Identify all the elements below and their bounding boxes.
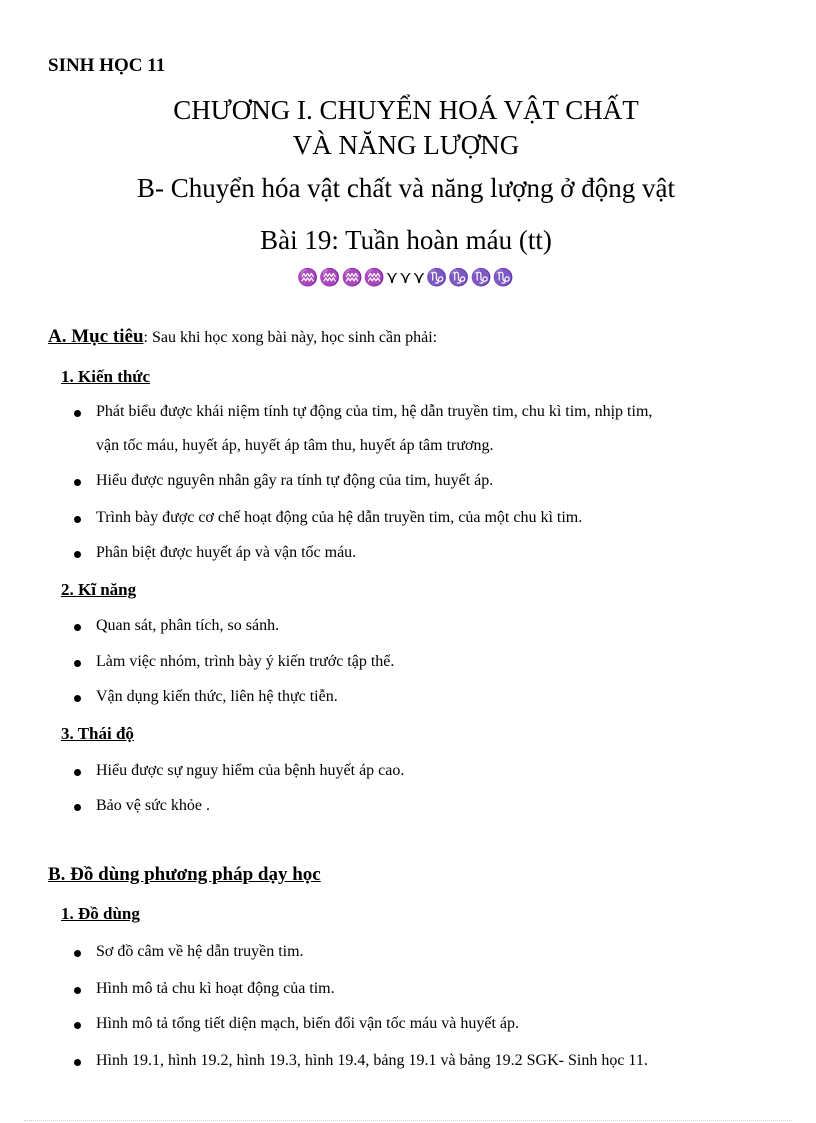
part-title: B- Chuyển hóa vật chất và năng lượng ở động vật [136, 173, 676, 203]
bullet-icon [74, 695, 81, 702]
bullet-icon [74, 479, 81, 486]
bullet-icon [74, 987, 81, 994]
subsection-attitude-title: 3. Thái độ [61, 724, 134, 743]
chapter-title-line2: VÀ NĂNG LƯỢNG [292, 130, 520, 160]
list-item: Phát biểu được khái niệm tính tự động của tim, hệ dẫn truyền tim, chu kì tim, nhịp tim, [96, 403, 653, 420]
list-item: Trình bày được cơ chế hoạt động của hệ dẫn truyền tim, của một chu kì tim. [96, 509, 583, 526]
bullet-icon [74, 1059, 81, 1066]
bullet-icon [74, 804, 81, 811]
list-item: Hiểu được nguyên nhân gây ra tính tự động của tim, huyết áp. [96, 472, 494, 489]
subsection-knowledge-title: 1. Kiến thức [61, 367, 151, 386]
list-item: Sơ đồ câm về hệ dẫn truyền tim. [96, 943, 304, 960]
section-a-heading [48, 326, 437, 348]
list-item: Làm việc nhóm, trình bày ý kiến trước tập thể. [96, 653, 395, 670]
bullet-icon [74, 516, 81, 523]
list-item: Hiểu được sự nguy hiểm của bệnh huyết áp cao. [96, 762, 405, 779]
subject-title: SINH HỌC 11 [48, 55, 166, 76]
section-a-intro: : Sau khi học xong bài này, học sinh cần phải: [143, 329, 438, 346]
list-item: Hình mô tả tổng tiết diện mạch, biến đổi vận tốc máu và huyết áp. [96, 1015, 520, 1032]
bullet-icon [74, 1022, 81, 1029]
bullet-icon [74, 551, 81, 558]
subsection-skills-title: 2. Kĩ năng [61, 580, 137, 599]
section-b-title: B. Đồ dùng phương pháp dạy học [48, 864, 321, 885]
list-item: Hình mô tả chu kì hoạt động của tim. [96, 980, 335, 997]
ornament-divider: ♒♒♒♒⋎⋎⋎♑♑♑♑ [297, 268, 515, 287]
list-item: Bảo vệ sức khỏe . [96, 797, 210, 814]
bullet-icon [74, 950, 81, 957]
bullet-icon [74, 624, 81, 631]
bullet-icon [74, 660, 81, 667]
list-item: Phân biệt được huyết áp và vận tốc máu. [96, 544, 357, 561]
list-item: Hình 19.1, hình 19.2, hình 19.3, hình 19.4, bảng 19.1 và bảng 19.2 SGK- Sinh học 11. [96, 1052, 648, 1069]
list-item: Quan sát, phân tích, so sánh. [96, 617, 280, 634]
bullet-icon [74, 410, 81, 417]
lesson-title: Bài 19: Tuần hoàn máu (tt) [260, 225, 552, 255]
bullet-icon [74, 769, 81, 776]
page-bottom-divider [24, 1120, 792, 1121]
section-a-title: A. Mục tiêu [48, 326, 144, 347]
list-item-continuation: vận tốc máu, huyết áp, huyết áp tâm thu, huyết áp tâm trương. [96, 437, 494, 454]
list-item: Vận dụng kiến thức, liên hệ thực tiễn. [96, 688, 338, 705]
subsection-materials-title: 1. Đồ dùng [61, 904, 140, 923]
chapter-title-line1: CHƯƠNG I. CHUYỂN HOÁ VẬT CHẤT [173, 95, 639, 125]
